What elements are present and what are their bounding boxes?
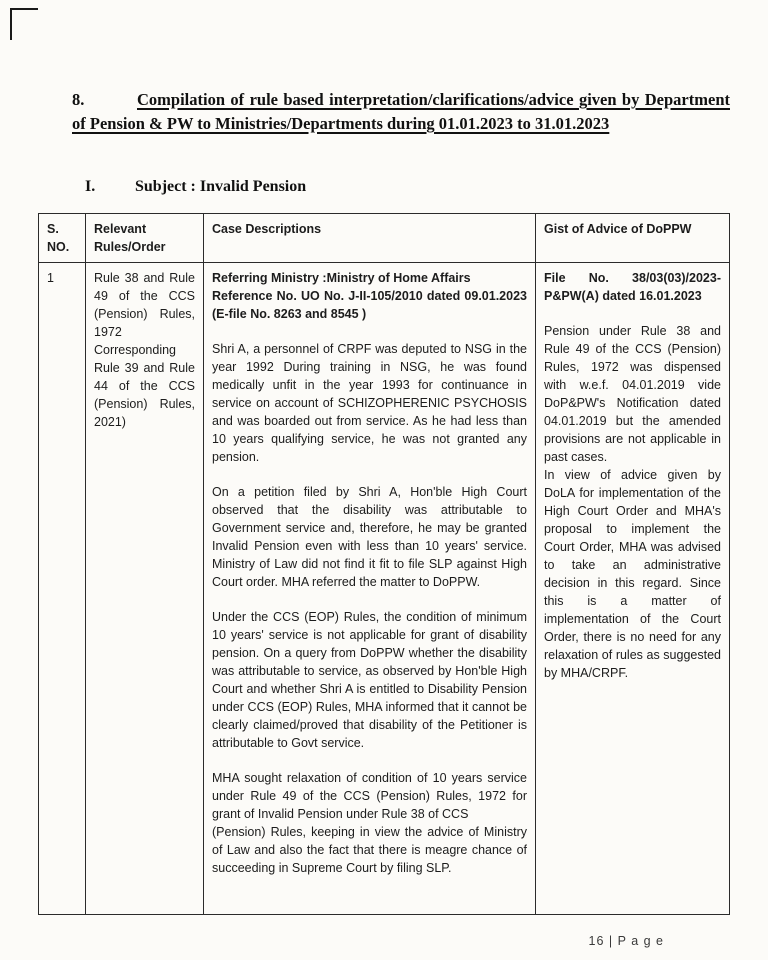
cell-serial-number: 1 bbox=[39, 263, 86, 915]
compilation-table bbox=[38, 213, 730, 915]
cell-gist-of-advice bbox=[536, 263, 730, 915]
subject-line bbox=[85, 178, 685, 196]
page-number-footer: 16 | P a g e bbox=[588, 934, 664, 948]
gist-paragraph-2: In view of advice given by DoLA for implementation of the High Court Order and MHA's proposal to implement the Court Order, MHA was advised to take an administrative decision in this regard. Since this is a matter of implementation of the Court Order, there is no need for any relaxation of rules as suggested by MHA/CRPF. bbox=[544, 468, 721, 680]
header-rules: Relevant Rules/Order bbox=[86, 214, 204, 263]
header-gist: Gist of Advice of DoPPW bbox=[536, 214, 730, 263]
header-sno: S. NO. bbox=[39, 214, 86, 263]
gist-paragraph-1: Pension under Rule 38 and Rule 49 of the CCS (Pension) Rules, 1972 was dispensed with w.e.f. 04.01.2019 vide DoP&PW's Notification dated 04.01.2019 but the amended provisions are not applicable in past cases. bbox=[544, 324, 721, 464]
table-header-row bbox=[39, 214, 730, 263]
case-reference-block bbox=[212, 269, 527, 323]
section-heading bbox=[72, 88, 730, 136]
case-referring-ministry: Referring Ministry :Ministry of Home Affairs bbox=[212, 271, 471, 285]
cell-relevant-rules: Rule 38 and Rule 49 of the CCS (Pension) Rules, 1972 Corresponding Rule 39 and Rule 44 of the CCS (Pension) Rules, 2021) bbox=[86, 263, 204, 915]
table-row bbox=[39, 263, 730, 915]
section-number: 8. bbox=[72, 90, 85, 109]
case-paragraph-4: MHA sought relaxation of condition of 10 years service under Rule 49 of the CCS (Pension) Rules, 1972 for grant of Invalid Pension under Rule 38 of CCS bbox=[212, 771, 527, 821]
gist-file-number: File No. 38/03(03)/2023-P&PW(A) dated 16.01.2023 bbox=[544, 271, 721, 303]
section-title: Compilation of rule based interpretation/clarifications/advice given by Department of Pension & PW to Ministries/Departments during 01.01.2023 to 31.01.2023 bbox=[72, 90, 730, 133]
case-paragraph-2: On a petition filed by Shri A, Hon'ble High Court observed that the disability was attributable to Government service and, therefore, he may be granted Invalid Pension even with less than 10 years' service. Ministry of Law did not find it fit to file SLP against High Court order. MHA referred the matter to DoPPW. bbox=[212, 485, 527, 589]
case-paragraph-1: Shri A, a personnel of CRPF was deputed to NSG in the year 1992 During training in NSG, he was found medically unfit in the year 1993 for continuance in service on account of SCHIZOPHERENIC PSYCHOSIS and was boarded out from service. As he had less than 10 years qualifying service, he was not granted any pension. bbox=[212, 342, 527, 464]
case-reference-number: Reference No. UO No. J-II-105/2010 dated 09.01.2023 (E-file No. 8263 and 8545 ) bbox=[212, 289, 527, 321]
header-case: Case Descriptions bbox=[204, 214, 536, 263]
subject-title: Subject : Invalid Pension bbox=[135, 178, 307, 195]
case-paragraph-3: Under the CCS (EOP) Rules, the condition of minimum 10 years' service is not applicable for grant of disability pension. On a query from DoPPW whether the disability was attributable to service, as observed by Hon'ble High Court and whether Shri A is entitled to Disability Pension under CCS (EOP) Rules, MHA informed that it cannot be clearly claimed/proved that disability of the Petitioner is attributable to Govt service. bbox=[212, 610, 527, 750]
scan-corner-artifact bbox=[10, 8, 38, 40]
case-paragraph-5: (Pension) Rules, keeping in view the advice of Ministry of Law and also the fact that there is meagre chance of succeeding in Supreme Court by filing SLP. bbox=[212, 825, 527, 875]
cell-case-description bbox=[204, 263, 536, 915]
subject-number: I. bbox=[85, 178, 96, 195]
